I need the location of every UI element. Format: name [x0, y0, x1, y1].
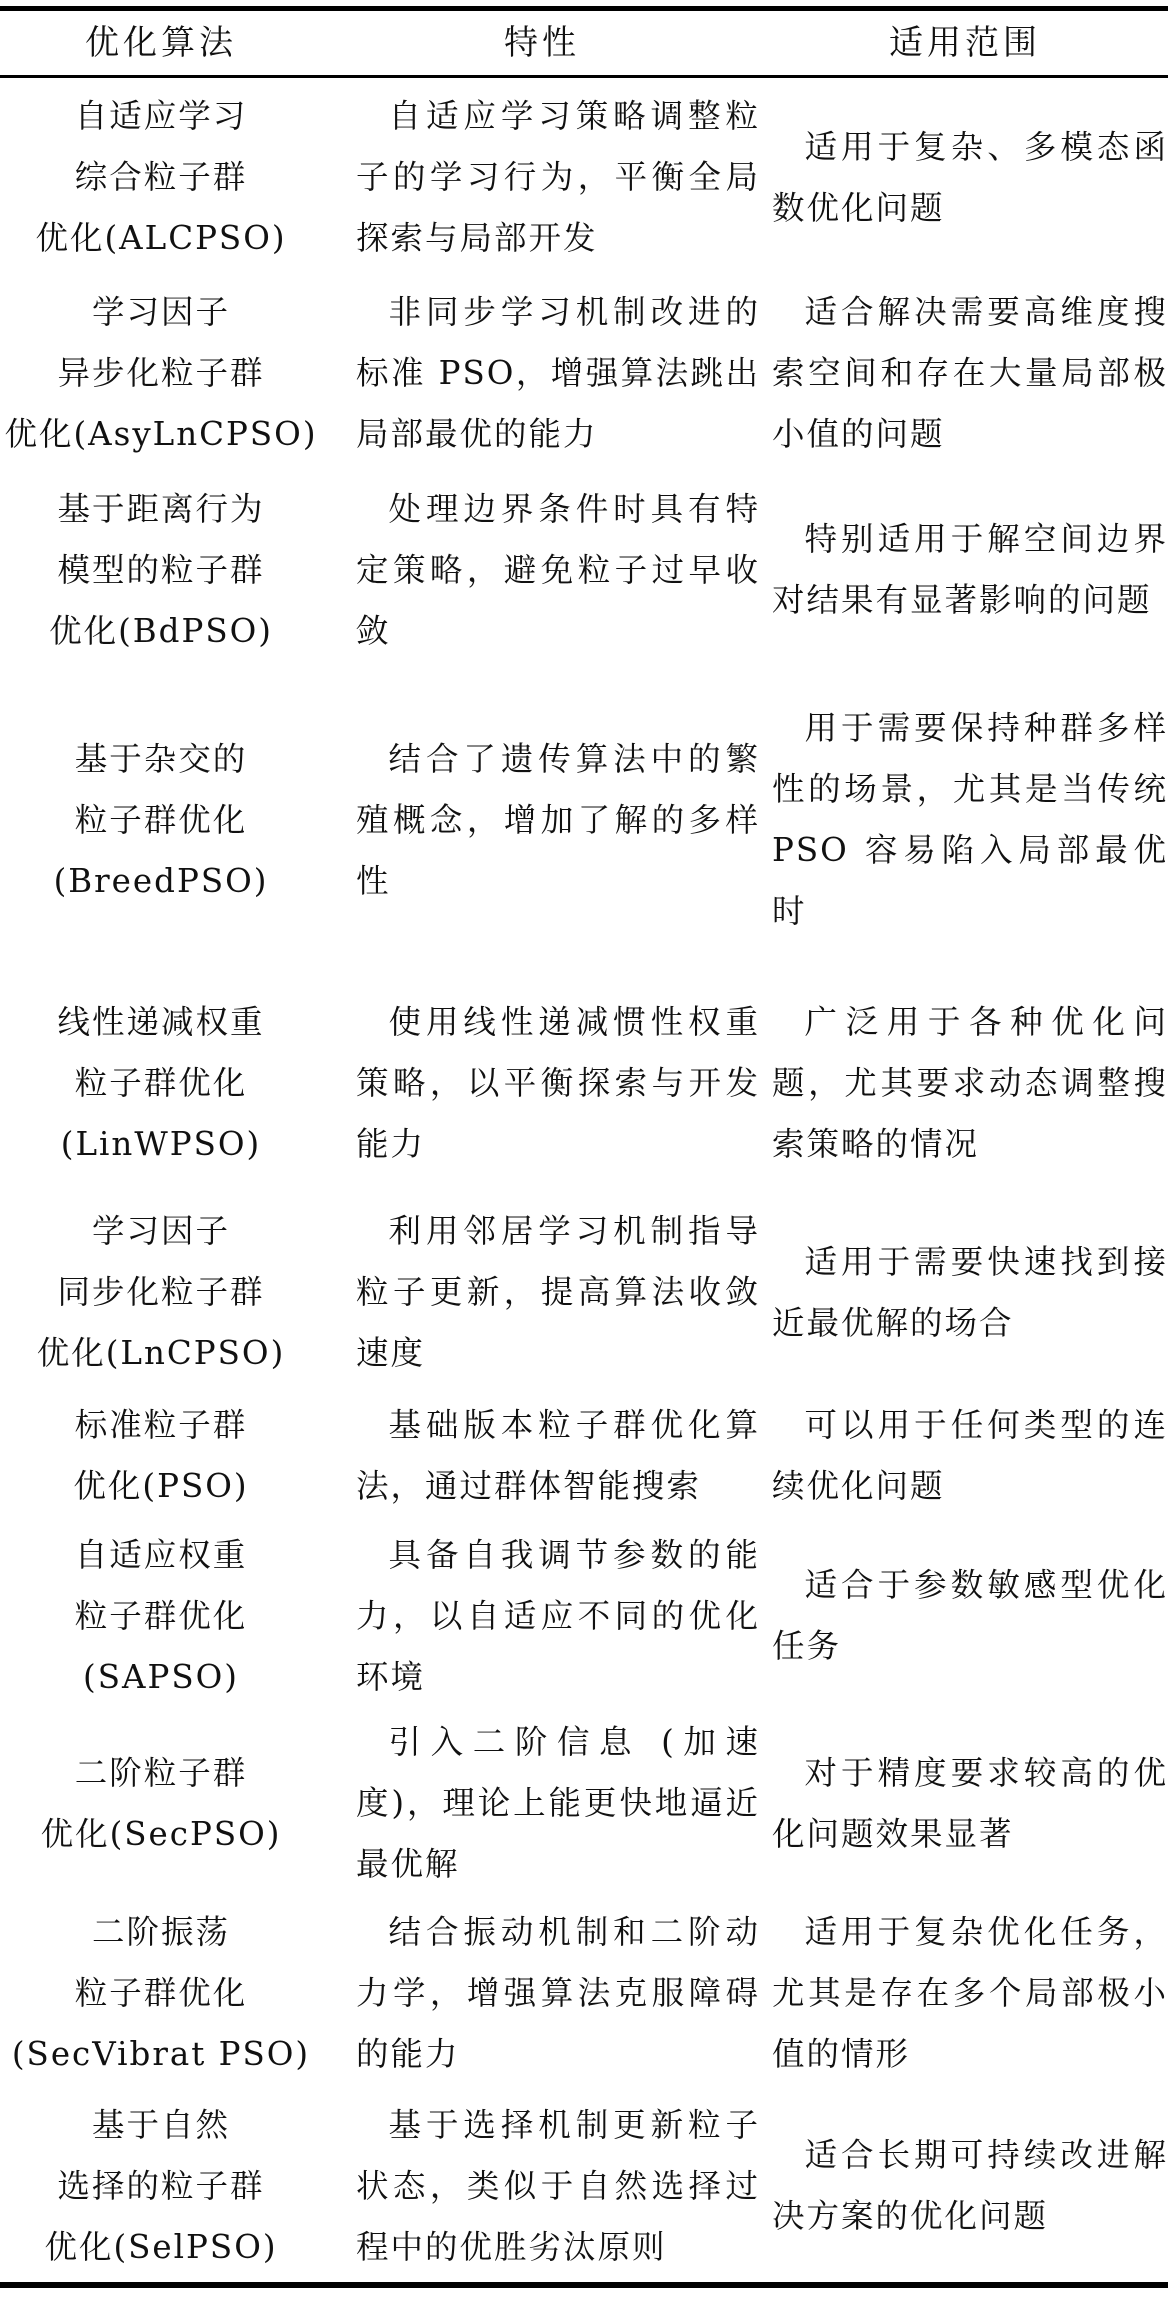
algorithm-feature: 结合振动机制和二阶动力学，增强算法克服障碍的能力 [356, 1913, 760, 2073]
table-row [0, 277, 1168, 470]
table-row [0, 470, 1168, 670]
algorithm-scope: 适用于需要快速找到接近最优解的场合 [772, 1242, 1168, 1342]
header-cell-scope: 适用范围 [889, 22, 1041, 63]
algorithm-scope: 适用于复杂优化任务，尤其是存在多个局部极小值的情形 [772, 1913, 1168, 2073]
algorithm-feature: 处理边界条件时具有特定策略，避免粒子过早收敛 [356, 489, 760, 650]
table-row [0, 1897, 1168, 2090]
algorithm-feature: 自适应学习策略调整粒子的学习行为，平衡全局探索与局部开发 [356, 97, 760, 257]
algorithm-name: 学习因子 异步化粒子群 优化(AsyLnCPSO) [4, 293, 318, 453]
table-row [0, 670, 1168, 970]
algorithm-scope: 用于需要保持种群多样性的场景，尤其是当传统 PSO 容易陷入局部最优时 [772, 709, 1168, 930]
table-row [0, 78, 1168, 277]
algorithm-name: 自适应学习 综合粒子群 优化(ALCPSO) [35, 97, 287, 257]
algorithm-scope: 对于精度要求较高的优化问题效果显著 [772, 1753, 1168, 1853]
header-cell-algorithm: 优化算法 [85, 22, 237, 63]
algorithm-name: 线性递减权重 粒子群优化 (LinWPSO) [57, 1002, 265, 1163]
algorithm-feature: 非同步学习机制改进的标准 PSO，增强算法跳出局部最优的能力 [356, 293, 760, 453]
table-bottom-rule [0, 2282, 1168, 2288]
algorithm-scope: 适合长期可持续改进解决方案的优化问题 [772, 2136, 1168, 2235]
algorithm-name: 基于杂交的 粒子群优化 (BreedPSO) [53, 739, 269, 900]
algorithm-name: 基于自然 选择的粒子群 优化(SelPSO) [44, 2105, 278, 2266]
algorithm-name: 标准粒子群 优化(PSO) [73, 1405, 249, 1505]
table-row [0, 1522, 1168, 1710]
table-row [0, 1196, 1168, 1389]
table-header-row [0, 11, 1168, 75]
header-cell-feature: 特性 [504, 22, 580, 63]
algorithm-feature: 利用邻居学习机制指导粒子更新，提高算法收敛速度 [356, 1212, 760, 1372]
algorithm-scope: 适用于复杂、多模态函数优化问题 [772, 127, 1168, 227]
algorithm-name: 自适应权重 粒子群优化 (SAPSO) [74, 1535, 248, 1696]
algorithm-feature: 基础版本粒子群优化算法，通过群体智能搜索 [356, 1405, 760, 1505]
algorithm-name: 基于距离行为 模型的粒子群 优化(BdPSO) [49, 489, 273, 650]
algorithm-name: 二阶粒子群 优化(SecPSO) [40, 1753, 282, 1853]
algorithm-scope: 特别适用于解空间边界对结果有显著影响的问题 [772, 520, 1168, 619]
algorithm-name: 二阶振荡 粒子群优化 (SecVibrat PSO) [11, 1913, 311, 2073]
algorithm-feature: 基于选择机制更新粒子状态，类似于自然选择过程中的优胜劣汰原则 [356, 2105, 760, 2266]
algorithm-feature: 使用线性递减惯性权重策略，以平衡探索与开发能力 [356, 1002, 760, 1163]
table-row [0, 970, 1168, 1196]
table-row [0, 2090, 1168, 2282]
algorithm-feature: 结合了遗传算法中的繁殖概念，增加了解的多样性 [356, 739, 760, 900]
algorithm-feature: 具备自我调节参数的能力，以自适应不同的优化环境 [356, 1535, 760, 1696]
algorithm-feature: 引入二阶信息 (加速度)，理论上能更快地逼近最优解 [356, 1723, 760, 1883]
algorithm-scope: 可以用于任何类型的连续优化问题 [772, 1405, 1168, 1505]
table-row [0, 1710, 1168, 1897]
algorithm-name: 学习因子 同步化粒子群 优化(LnCPSO) [36, 1212, 286, 1372]
algorithm-scope: 适合于参数敏感型优化任务 [772, 1566, 1168, 1665]
algorithm-scope: 适合解决需要高维度搜索空间和存在大量局部极小值的问题 [772, 293, 1168, 453]
table-row [0, 1389, 1168, 1522]
algorithm-scope: 广泛用于各种优化问题，尤其要求动态调整搜索策略的情况 [772, 1002, 1168, 1163]
